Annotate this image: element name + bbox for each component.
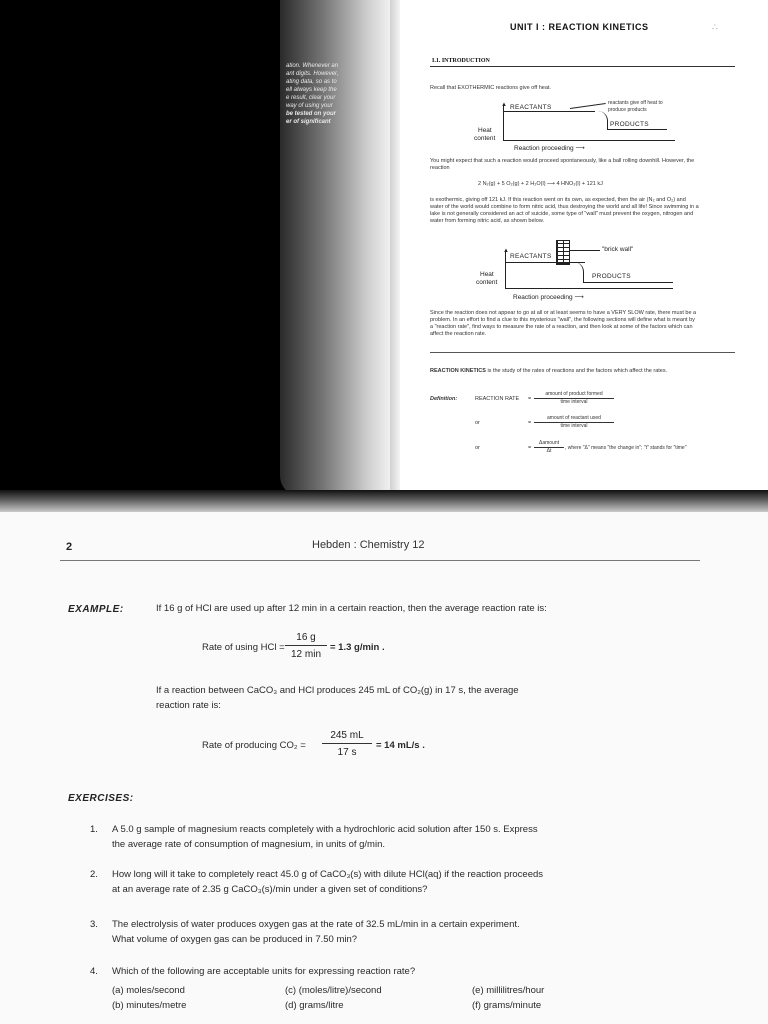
section-divider [430,352,735,353]
products-level [607,129,667,130]
exercise-1-number: 1. [90,824,98,835]
x-axis [503,140,675,141]
y-axis-arrow-icon: ▲ [501,102,507,108]
example2-line1: If a reaction between CaCO₃ and HCl produces 245 mL of CO₂(g) in 17 s, the average [156,685,519,696]
option-b: (b) minutes/metre [112,1000,187,1011]
reactants-level [503,111,595,112]
page-gap-band [0,490,768,512]
option-d: (d) grams/litre [285,1000,344,1011]
recall-text: Recall that EXOTHERMIC reactions give off heat. [430,85,551,91]
para3-line4: affect the reaction rate. [430,331,487,337]
lower-page [0,512,768,1024]
para2-line1: is exothermic, giving off 121 kJ. If this reaction went on its own, as expected, then the air (N₂ and O₂) and [430,197,686,203]
brick-wall-icon [556,240,570,265]
x-axis-label: Reaction proceeding ⟶ [513,294,584,301]
example2-lhs: Rate of producing CO₂ = [202,740,306,751]
section-rule [430,66,735,67]
example1-lhs: Rate of using HCl = [202,642,285,653]
example-label: EXAMPLE: [68,604,124,615]
right-arrow-icon: ⟶ [575,145,585,152]
para3-line1: Since the reaction does not appear to go at all or at least seems to have a VERY SLOW rate, there must be a [430,310,697,316]
def3-note: , where "Δ" means "the change in"; "t" stands for "time" [565,445,687,451]
para3-line3: a "reaction rate", find ways to measure the rate of a reaction, and then look at some of the factors which can [430,324,693,330]
exercise-2-line1: How long will it take to completely react 45.0 g of CaCO₃(s) with dilute HCl(aq) if the reaction proceeds [112,869,544,880]
equals-sign-2: = [528,420,532,426]
kinetics-definition-text: REACTION KINETICS is the study of the rates of reactions and the factors which affect the rates. [430,368,668,374]
page-number: 2 [66,541,73,553]
exercise-2-line2: at an average rate of 2.35 g CaCO₃(s)/min under a given set of conditions? [112,884,428,895]
para3-line2: problem. In an effort to find a clue to this mysterious "wall", the following sections will define what is meant by [430,317,695,323]
header-rule [60,560,700,561]
para2-line2: water of the world would combine to form nitric acid, thus destroying the world and all life! Since swimming in a [430,204,699,210]
def2-denominator: time interval [560,423,588,429]
example1-denominator: 12 min [290,649,321,660]
y-axis-arrow-icon: ▲ [503,248,509,254]
exercise-3-line1: The electrolysis of water produces oxygen gas at the rate of 32.5 mL/min in a certain experiment. [112,919,520,930]
energy-diagram-brick-wall [430,238,740,308]
exercise-3-line2: What volume of oxygen gas can be produced in 7.50 min? [112,934,358,945]
example2-numerator: 245 mL [322,729,372,744]
x-axis-label: Reaction proceeding ⟶ [514,145,585,152]
reactants-label: REACTANTS [510,104,552,111]
example-intro: If 16 g of HCl are used up after 12 min in a certain reaction, then the average reaction rate is: [156,603,547,614]
y-label-heat: Heat [478,127,492,134]
reaction-rate-label: REACTION RATE [475,396,520,402]
corner-mark: ∴ [712,22,718,32]
unit-title: UNIT I : REACTION KINETICS [510,22,649,32]
right-arrow-icon: ⟶ [574,294,584,301]
reactants-label: REACTANTS [510,253,552,260]
y-label-content: content [476,279,498,286]
def1-numerator: amount of product formed [534,391,614,399]
example1-numerator: 16 g [285,631,327,646]
or-label-2: or [475,445,480,451]
note-line-1: reactants give off heat to [608,100,663,106]
example2-result: = 14 mL/s . [376,740,425,751]
equals-sign-3: = [528,445,532,451]
note-pointer-line [570,103,606,109]
y-axis [505,252,506,288]
para1-line2: reaction [430,165,450,171]
equals-sign-1: = [528,396,532,402]
def3-denominator: Δt [546,448,552,454]
def2-numerator: amount of reactant used [534,415,614,423]
exercise-4-line1: Which of the following are acceptable units for expressing reaction rate? [112,966,416,977]
top-page [0,0,768,496]
exercise-1-line1: A 5.0 g sample of magnesium reacts completely with a hydrochloric acid solution after 150 s. Express [112,824,538,835]
flap-text: ation. Whenever an ant digits. However, ating data, so as to ell always keep the e result, clear your way of using your be tested on your er of significant [286,63,339,125]
or-label-1: or [475,420,480,426]
para2-line3: lake is not generally considered an act of suicide, some type of "wall" must prevent the oxygen, nitrogen and [430,211,694,217]
exercise-4-number: 4. [90,966,98,977]
wall-pointer-line [570,250,600,251]
def1-denominator: time interval [560,399,588,405]
energy-drop-curve [569,262,584,282]
para2-line4: water from forming nitric acid, as shown below. [430,218,545,224]
exercise-2-number: 2. [90,869,98,880]
brick-wall-label: "brick wall" [602,246,634,253]
option-c: (c) (moles/litre)/second [285,985,382,996]
def3-numerator: Δamount [534,440,564,448]
exercise-1-line2: the average rate of consumption of magnesium, in units of g/min. [112,839,386,850]
definition-label: Definition: [430,396,458,402]
section-heading: I.1. INTRODUCTION [432,58,490,64]
option-f: (f) grams/minute [472,1000,542,1011]
exercise-3-number: 3. [90,919,98,930]
y-label-heat: Heat [480,271,494,278]
x-axis [505,288,673,289]
chemical-equation: 2 N₂(g) + 5 O₂(g) + 2 H₂O(l) ⟶ 4 HNO₃(l) + 121 kJ [478,181,603,187]
products-label: PRODUCTS [592,273,631,280]
example1-result: = 1.3 g/min . [330,642,385,653]
header-title: Hebden : Chemistry 12 [312,539,425,551]
option-a: (a) moles/second [112,985,185,996]
products-level [583,282,673,283]
energy-drop-curve [595,111,608,129]
energy-diagram-exothermic [430,96,740,158]
note-line-2: produce products [608,107,647,113]
example2-denominator: 17 s [337,747,357,758]
option-e: (e) millilitres/hour [472,985,545,996]
para1-line1: You might expect that such a reaction would proceed spontaneously, like a ball rolling downhill. However, the [430,158,695,164]
y-label-content: content [474,135,496,142]
exercises-label: EXERCISES: [68,793,134,804]
products-label: PRODUCTS [610,121,649,128]
example2-line2: reaction rate is: [156,700,221,711]
